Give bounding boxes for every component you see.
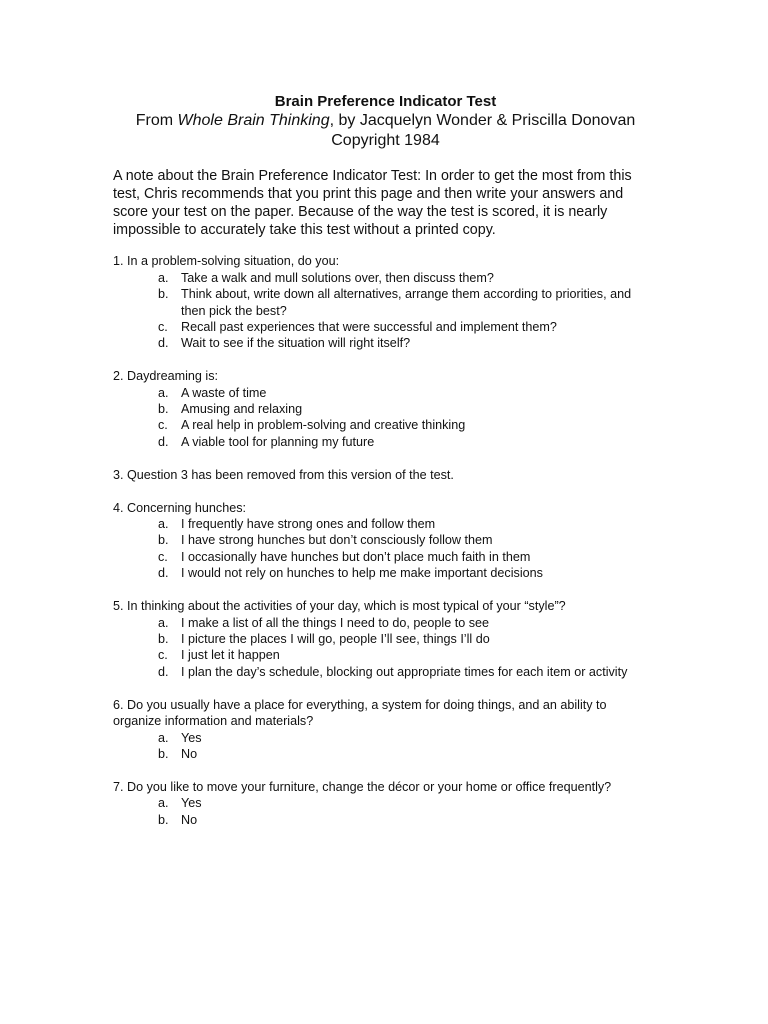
option-list bbox=[113, 615, 658, 681]
option-text: I would not rely on hunches to help me make important decisions bbox=[181, 566, 543, 581]
option-item bbox=[113, 795, 658, 811]
question-text: 5. In thinking about the activities of your day, which is most typical of your “style”? bbox=[113, 599, 566, 614]
option-letter: c. bbox=[158, 648, 168, 663]
option-letter: a. bbox=[158, 270, 169, 285]
option-text: Recall past experiences that were successful and implement them? bbox=[181, 319, 557, 334]
option-item bbox=[113, 335, 658, 351]
option-letter: a. bbox=[158, 517, 169, 532]
option-letter: d. bbox=[158, 566, 169, 581]
question-5 bbox=[113, 598, 658, 680]
option-text: Amusing and relaxing bbox=[181, 402, 303, 417]
option-text: Yes bbox=[181, 796, 202, 811]
option-item bbox=[113, 647, 658, 663]
question-text: 3. Question 3 has been removed from this version of the test. bbox=[113, 467, 454, 482]
option-item bbox=[113, 664, 658, 680]
question-6 bbox=[113, 697, 658, 763]
option-item bbox=[113, 532, 658, 548]
option-text: A viable tool for planning my future bbox=[181, 434, 375, 449]
option-text: Yes bbox=[181, 730, 202, 745]
option-list bbox=[113, 385, 658, 451]
option-item bbox=[113, 730, 658, 746]
option-text: A real help in problem-solving and creative thinking bbox=[181, 418, 466, 433]
question-text: 4. Concerning hunches: bbox=[113, 500, 247, 515]
subtitle-authors: , by Jacquelyn Wonder & Priscilla Donovan bbox=[329, 112, 636, 129]
question-1 bbox=[113, 253, 658, 351]
option-list bbox=[113, 730, 658, 763]
option-letter: c. bbox=[158, 418, 168, 433]
option-letter: d. bbox=[158, 664, 169, 679]
option-text: I just let it happen bbox=[181, 648, 280, 663]
option-letter: b. bbox=[158, 533, 169, 548]
option-letter: d. bbox=[158, 434, 169, 449]
question-text: 1. In a problem-solving situation, do you: bbox=[113, 254, 340, 269]
option-text: I occasionally have hunches but don’t place much faith in them bbox=[181, 549, 531, 564]
option-text: No bbox=[181, 746, 198, 761]
question-7 bbox=[113, 779, 658, 828]
option-item bbox=[113, 565, 658, 581]
option-list bbox=[113, 270, 658, 352]
option-item bbox=[113, 286, 658, 319]
option-letter: a. bbox=[158, 796, 169, 811]
option-letter: a. bbox=[158, 615, 169, 630]
option-text: No bbox=[181, 812, 198, 827]
subtitle-prefix: From bbox=[135, 112, 178, 129]
question-4 bbox=[113, 500, 658, 582]
option-letter: b. bbox=[158, 287, 169, 302]
option-item bbox=[113, 434, 658, 450]
question-3 bbox=[113, 467, 658, 483]
option-letter: a. bbox=[158, 385, 169, 400]
question-text: 6. Do you usually have a place for everything, a system for doing things, and an ability to organize information and materials? bbox=[113, 697, 607, 729]
option-text: I have strong hunches but don’t consciously follow them bbox=[181, 533, 493, 548]
option-letter: d. bbox=[158, 336, 169, 351]
option-item bbox=[113, 615, 658, 631]
question-list bbox=[113, 253, 658, 828]
option-item bbox=[113, 385, 658, 401]
option-item bbox=[113, 401, 658, 417]
option-letter: b. bbox=[158, 812, 169, 827]
option-item bbox=[113, 319, 658, 335]
option-item bbox=[113, 270, 658, 286]
option-item bbox=[113, 549, 658, 565]
document-title: Brain Preference Indicator Test bbox=[274, 93, 497, 110]
question-text: 7. Do you like to move your furniture, change the décor or your home or office frequently? bbox=[113, 779, 612, 794]
copyright-line: Copyright 1984 bbox=[331, 132, 440, 149]
option-text: I plan the day’s schedule, blocking out appropriate times for each item or activity bbox=[181, 664, 628, 679]
option-list bbox=[113, 795, 658, 828]
question-2 bbox=[113, 368, 658, 450]
option-item bbox=[113, 417, 658, 433]
option-item bbox=[113, 631, 658, 647]
option-letter: b. bbox=[158, 632, 169, 647]
option-item bbox=[113, 746, 658, 762]
option-text: Think about, write down all alternatives, arrange them according to priorities, and then pick the best? bbox=[181, 287, 632, 318]
option-item bbox=[113, 516, 658, 532]
option-letter: b. bbox=[158, 402, 169, 417]
option-list bbox=[113, 516, 658, 582]
option-text: Wait to see if the situation will right itself? bbox=[181, 336, 411, 351]
document-subtitle bbox=[113, 111, 658, 131]
option-text: I frequently have strong ones and follow them bbox=[181, 517, 436, 532]
subtitle-book-title: Whole Brain Thinking bbox=[177, 112, 330, 129]
option-letter: c. bbox=[158, 319, 168, 334]
option-text: A waste of time bbox=[181, 385, 267, 400]
option-item bbox=[113, 812, 658, 828]
intro-note: A note about the Brain Preference Indicator Test: In order to get the most from this test, Chris recommends that you print this page and then write your answers and score your test on the paper. Because of the way the test is scored, it is nearly impossible to accurately take this test without a printed copy. bbox=[113, 168, 632, 238]
option-letter: a. bbox=[158, 730, 169, 745]
question-text: 2. Daydreaming is: bbox=[113, 369, 218, 384]
option-text: I picture the places I will go, people I’ll see, things I’ll do bbox=[181, 632, 490, 647]
document-page bbox=[113, 93, 658, 845]
option-letter: c. bbox=[158, 549, 168, 564]
option-text: Take a walk and mull solutions over, then discuss them? bbox=[181, 270, 494, 285]
option-letter: b. bbox=[158, 746, 169, 761]
option-text: I make a list of all the things I need to do, people to see bbox=[181, 615, 490, 630]
